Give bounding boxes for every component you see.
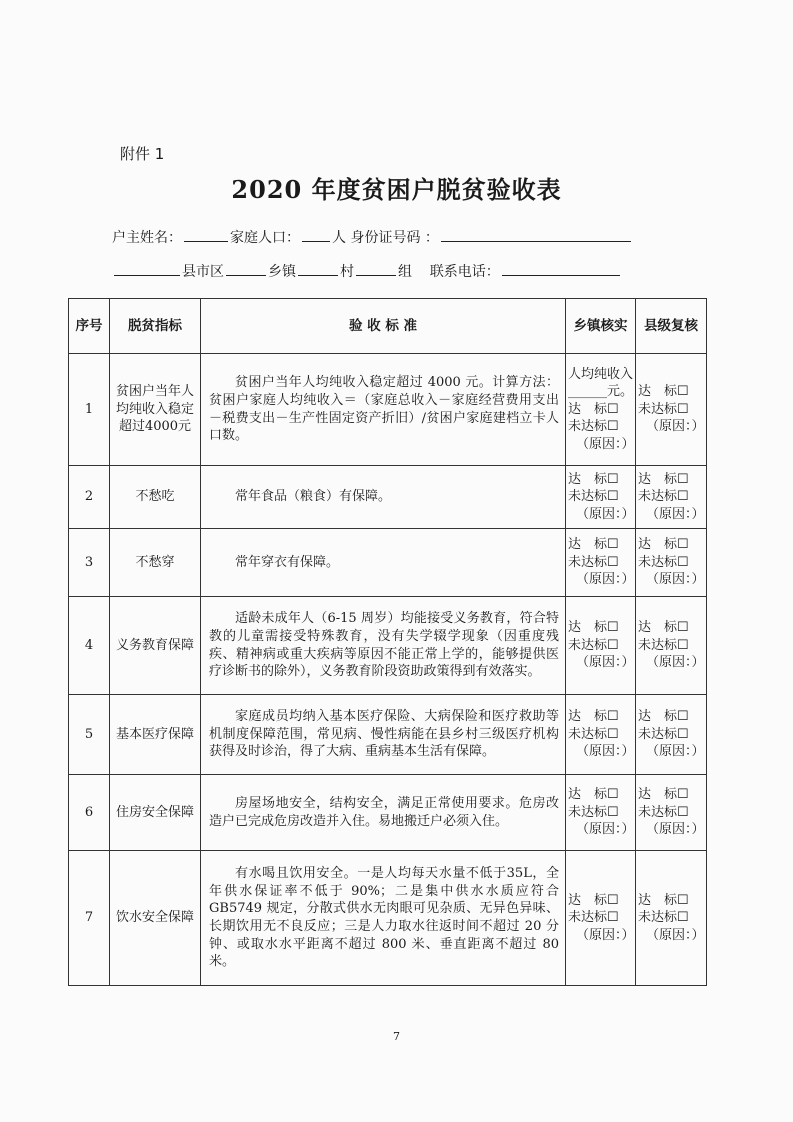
reason-field[interactable]: （原因：） [646,655,705,671]
row-standard: 房屋场地安全，结构安全，满足正常使用要求。危房改造户已完成危房改造并入住。易地搬迁户必须入住。 [201,775,566,851]
town-check-cell [566,695,636,775]
pass-checkbox[interactable]: 达 标☐ [568,471,619,487]
pass-checkbox[interactable]: 达 标☐ [568,401,619,417]
town-check-cell [566,851,636,986]
row-standard: 贫困户当年人均纯收入稳定超过 4000 元。计算方法：贫困户家庭人均纯收入＝（家庭总收入－家庭经营费用支出－税费支出－生产性固定资产折旧）/贫困户家庭建档立卡人口数。 [201,354,566,466]
fail-checkbox[interactable]: 未达标☐ [638,804,689,820]
family-pop-label: 家庭人口： [230,230,300,246]
fail-checkbox[interactable]: 未达标☐ [568,804,619,820]
row-no: 5 [69,695,110,775]
reason-field[interactable]: （原因：） [646,506,705,522]
row-standard: 有水喝且饮用安全。一是人均每天水量不低于35L，全年供水保证率不低于 90%；二是集中供水水质应符合 GB5749 规定，分散式供水无肉眼可见杂质、无异色异味、长期饮用无不良反应；三是人力取水往返时间不超过 20 分钟、或取水水平距离不超过 800 米、垂直距离不超过 80 米。 [201,851,566,986]
pass-checkbox[interactable]: 达 标☐ [568,537,619,553]
county-check-cell [636,695,707,775]
row-indicator: 贫困户当年人均纯收入稳定超过4000元 [110,354,201,466]
row-no: 2 [69,466,110,529]
pass-checkbox[interactable]: 达 标☐ [568,892,619,908]
row-indicator: 基本医疗保障 [110,695,201,775]
town-check-cell [566,466,636,529]
attachment-label: 附件 1 [120,145,165,163]
table-row [69,466,707,529]
county-check-cell [636,775,707,851]
row-no: 1 [69,354,110,466]
header-no: 序号 [69,299,110,354]
fail-checkbox[interactable]: 未达标☐ [638,554,689,570]
table-row [69,775,707,851]
row-no: 4 [69,597,110,695]
reason-field[interactable]: （原因：） [576,655,635,671]
row-no: 3 [69,529,110,597]
reason-field[interactable]: （原因：） [646,822,705,838]
table-row [69,354,707,466]
town-check-cell [566,597,636,695]
table-header-row [69,299,707,354]
fail-checkbox[interactable]: 未达标☐ [638,489,689,505]
fail-checkbox[interactable]: 未达标☐ [568,554,619,570]
fail-checkbox[interactable]: 未达标☐ [568,489,619,505]
page-number: 7 [393,1030,400,1043]
row-standard: 常年穿衣有保障。 [201,529,566,597]
head-name-label: 户主姓名： [112,230,182,246]
town-check-cell [566,529,636,597]
pass-checkbox[interactable]: 达 标☐ [638,892,689,908]
pass-checkbox[interactable]: 达 标☐ [568,620,619,636]
town-check-cell [566,354,636,466]
reason-field[interactable]: （原因：） [576,744,635,760]
pass-checkbox[interactable]: 达 标☐ [568,709,619,725]
row-indicator: 不愁吃 [110,466,201,529]
header-county-check: 县级复核 [636,299,707,354]
row-indicator: 饮水安全保障 [110,851,201,986]
pass-checkbox[interactable]: 达 标☐ [638,471,689,487]
reason-field[interactable]: （原因：） [576,927,635,943]
group-label: 组 [398,264,412,280]
county-check-cell [636,597,707,695]
pass-checkbox[interactable]: 达 标☐ [638,384,689,400]
fail-checkbox[interactable]: 未达标☐ [638,401,689,417]
info-line-2 [112,261,622,281]
phone-label: 联系电话： [429,264,500,280]
row-no: 7 [69,851,110,986]
reason-field[interactable]: （原因：） [646,419,705,435]
pass-checkbox[interactable]: 达 标☐ [638,537,689,553]
acceptance-table [68,298,707,986]
table-row [69,695,707,775]
row-no: 6 [69,775,110,851]
row-indicator: 义务教育保障 [110,597,201,695]
village-blank[interactable] [298,261,338,276]
fail-checkbox[interactable]: 未达标☐ [638,910,689,926]
town-label: 乡镇 [268,264,296,280]
id-number-blank[interactable] [441,227,631,242]
pass-checkbox[interactable]: 达 标☐ [638,709,689,725]
fail-checkbox[interactable]: 未达标☐ [568,726,619,742]
village-label: 村 [340,264,354,280]
id-number-label: 身份证号码 ： [350,230,439,246]
person-unit: 人 [332,230,346,246]
header-standard: 验 收 标 准 [201,299,566,354]
county-check-cell [636,466,707,529]
fail-checkbox[interactable]: 未达标☐ [638,726,689,742]
pass-checkbox[interactable]: 达 标☐ [568,787,619,803]
group-blank[interactable] [356,261,396,276]
fail-checkbox[interactable]: 未达标☐ [568,419,619,435]
reason-field[interactable]: （原因：） [576,822,635,838]
header-indicator: 脱贫指标 [110,299,201,354]
row-standard: 常年食品（粮食）有保障。 [201,466,566,529]
info-line-1 [112,227,633,247]
county-label: 县市区 [182,264,224,280]
head-name-blank[interactable] [184,227,228,242]
county-check-cell [636,851,707,986]
county-check-cell [636,529,707,597]
family-pop-blank[interactable] [302,227,330,242]
town-check-cell [566,775,636,851]
table-row [69,851,707,986]
pass-checkbox[interactable]: 达 标☐ [638,620,689,636]
fail-checkbox[interactable]: 未达标☐ [568,910,619,926]
fail-checkbox[interactable]: 未达标☐ [638,637,689,653]
reason-field[interactable]: （原因：） [646,744,705,760]
table-row [69,529,707,597]
row-indicator: 不愁穿 [110,529,201,597]
reason-field[interactable]: （原因：） [576,506,635,522]
town-blank[interactable] [226,261,266,276]
page-title: 2020 年度贫困户脱贫验收表 [231,175,562,204]
county-check-cell [636,354,707,466]
fail-checkbox[interactable]: 未达标☐ [568,637,619,653]
county-blank[interactable] [114,261,180,276]
pass-checkbox[interactable]: 达 标☐ [638,787,689,803]
reason-field[interactable]: （原因：） [576,572,635,588]
reason-field[interactable]: （原因：） [646,572,705,588]
row-indicator: 住房安全保障 [110,775,201,851]
header-town-check: 乡镇核实 [566,299,636,354]
row-standard: 适龄未成年人（6-15 周岁）均能接受义务教育，符合特教的儿童需接受特殊教育，没有失学辍学现象（因重度残疾、精神病或重大疾病等原因不能正常上学的，能够提供医疗诊断书的除外），义务教育阶段资助政策得到有效落实。 [201,597,566,695]
table-row [69,597,707,695]
income-fill[interactable]: 人均纯收入______元。 [568,366,634,400]
reason-field[interactable]: （原因：） [576,436,635,452]
reason-field[interactable]: （原因：） [646,927,705,943]
row-standard: 家庭成员均纳入基本医疗保险、大病保险和医疗救助等机制度保障范围，常见病、慢性病能在县乡村三级医疗机构获得及时诊治，得了大病、重病基本生活有保障。 [201,695,566,775]
phone-blank[interactable] [502,261,620,276]
